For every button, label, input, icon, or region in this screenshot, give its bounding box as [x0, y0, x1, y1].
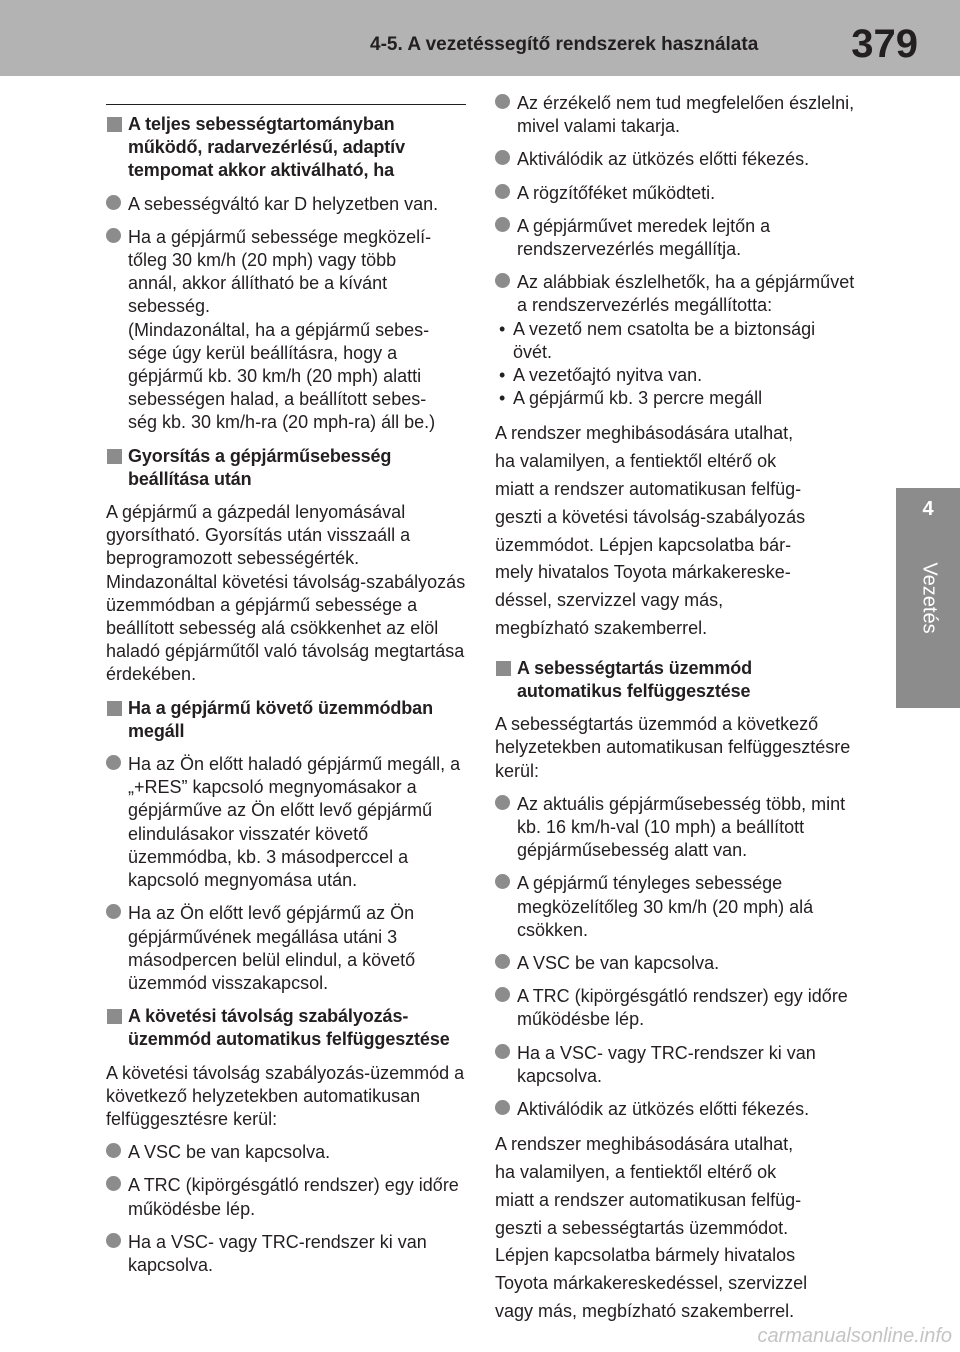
sub-list-item-text: A gépjármű kb. 3 percre megáll	[513, 388, 763, 409]
section-heading	[106, 697, 466, 743]
list-item	[495, 1042, 855, 1088]
circle-bullet-icon	[106, 1143, 121, 1158]
circle-bullet-icon	[106, 1176, 121, 1191]
sub-list	[495, 318, 855, 411]
list-item	[495, 872, 855, 942]
paragraph-line: ha valamilyen, a fentiektől eltérő ok	[495, 1162, 777, 1183]
list-item	[106, 193, 466, 216]
paragraph-line: miatt a rendszer automatikusan felfüg-	[495, 479, 802, 500]
list-item-line: sége úgy kerül beállításra, hogy a	[128, 342, 398, 363]
list-item	[106, 753, 466, 892]
paragraph-line: Lépjen kapcsolatba bármely hivatalos	[495, 1245, 796, 1266]
list-item-text: A TRC (kipörgésgátló rendszer) egy időre működésbe lép.	[128, 1175, 459, 1219]
list-item	[106, 1141, 466, 1164]
list-item-text: Az alábbiak észlelhetők, ha a gépjárművet a rendszervezérlés megállította:	[517, 272, 855, 316]
circle-bullet-icon	[106, 755, 121, 770]
circle-bullet-icon	[495, 150, 510, 165]
square-bullet-icon	[107, 117, 122, 132]
section-heading	[495, 657, 855, 703]
circle-bullet-icon	[495, 273, 510, 288]
dot-marker: •	[499, 318, 506, 339]
section-heading	[106, 1005, 466, 1051]
paragraph-line: déssel, szervizzel vagy más,	[495, 590, 724, 611]
paragraph-line: vagy más, megbízható szakemberrel.	[495, 1301, 795, 1322]
list-item	[106, 902, 466, 995]
circle-bullet-icon	[495, 954, 510, 969]
sub-list-item-text: A vezető nem csatolta be a biztonsági övét.	[513, 318, 816, 362]
paragraph-line: Toyota márkakereskedéssel, szervizzel	[495, 1273, 808, 1294]
list-item	[495, 985, 855, 1031]
list-item-text: A VSC be van kapcsolva.	[517, 953, 720, 974]
paragraph: A követési távolság szabályozás-üzemmód a következő helyzetekben automatikusan felfüggesztésre kerül:	[106, 1062, 465, 1129]
paragraph-line: üzemmódot. Lépjen kapcsolatba bár-	[495, 534, 792, 555]
list-item-text: Ha az Ön előtt haladó gépjármű megáll, a „+RES” kapcsoló megnyomásakor a gépjárműve az Ön előtt levő gépjármű elindulásakor visszatér követő üzemmódba, kb. 3 másodperccel a kapcsoló megnyomása után.	[128, 754, 461, 891]
heading-text: Gyorsítás a gépjárműsebesség beállítása után	[128, 445, 392, 489]
list-item-line: tőleg 30 km/h (20 mph) vagy több	[128, 250, 397, 271]
list-item-line: ség kb. 30 km/h-ra (20 mph-ra) áll be.)	[128, 412, 436, 433]
section-heading	[106, 445, 466, 491]
right-column	[495, 92, 855, 1326]
list-item-text: Ha a VSC- vagy TRC-rendszer ki van kapcsolva.	[128, 1231, 427, 1275]
list-item-text: A gépjármű tényleges sebessége megközelítőleg 30 km/h (20 mph) alá csökken.	[517, 873, 814, 940]
paragraph	[495, 420, 855, 642]
list-item-text: Az érzékelő nem tud megfelelően észlelni, mivel valami takarja.	[517, 93, 855, 137]
list-item-text: Aktiválódik az ütközés előtti fékezés.	[517, 149, 810, 170]
list-item-line: gépjármű kb. 30 km/h (20 mph) alatti	[128, 366, 422, 387]
left-column	[106, 104, 466, 1287]
section-divider	[106, 104, 466, 105]
list-item	[495, 148, 855, 171]
circle-bullet-icon	[106, 904, 121, 919]
paragraph-line: geszti a sebességtartás üzemmódot.	[495, 1217, 789, 1238]
list-item-text: Ha a VSC- vagy TRC-rendszer ki van kapcsolva.	[517, 1042, 816, 1086]
page-number: 379	[851, 22, 918, 66]
dot-marker: •	[499, 388, 506, 409]
circle-bullet-icon	[106, 1233, 121, 1248]
paragraph: A sebességtartás üzemmód a következő helyzetekben automatikusan felfüggesztésre kerül:	[495, 714, 851, 781]
paragraph	[495, 1131, 855, 1326]
circle-bullet-icon	[495, 795, 510, 810]
list-item	[495, 793, 855, 863]
list-item-text: Ha az Ön előtt levő gépjármű az Ön gépjárművének megállása utáni 3 másodpercen belül elindul, a követő üzemmód visszakapcsol.	[128, 903, 416, 993]
list-item	[495, 182, 855, 205]
square-bullet-icon	[107, 1009, 122, 1024]
paragraph-line: ha valamilyen, a fentiektől eltérő ok	[495, 451, 777, 472]
list-item-text: Aktiválódik az ütközés előtti fékezés.	[517, 1099, 810, 1120]
heading-text: A teljes sebességtartományban működő, radarvezérlésű, adaptív tempomat akkor aktiválható, ha	[128, 114, 405, 181]
paragraph-line: A rendszer meghibásodására utalhat,	[495, 1134, 794, 1155]
list-item	[106, 1174, 466, 1220]
section-heading	[106, 113, 466, 183]
list-item-line: annál, akkor állítható be a kívánt	[128, 273, 388, 294]
list-item-text: A TRC (kipörgésgátló rendszer) egy időre működésbe lép.	[517, 986, 848, 1030]
list-item	[106, 1231, 466, 1277]
circle-bullet-icon	[495, 94, 510, 109]
list-item-text: A sebességváltó kar D helyzetben van.	[128, 193, 439, 214]
list-item-line: sebességen halad, a beállított sebes-	[128, 389, 427, 410]
list-item	[106, 226, 466, 435]
sub-list-item	[495, 318, 855, 364]
list-item-text: A VSC be van kapcsolva.	[128, 1142, 331, 1163]
watermark-text: carmanualsonline.info	[757, 1325, 952, 1347]
heading-text: A követési távolság szabályozás-üzemmód automatikus felfüggesztése	[128, 1006, 450, 1050]
chapter-label: Vezetés	[918, 562, 941, 634]
heading-text: A sebességtartás üzemmód automatikus felfüggesztése	[517, 657, 753, 702]
circle-bullet-icon	[495, 184, 510, 199]
paragraph-line: geszti a követési távolság-szabályozás	[495, 506, 806, 527]
square-bullet-icon	[107, 449, 122, 464]
list-item-text: Az aktuális gépjárműsebesség több, mint kb. 16 km/h-val (10 mph) a beállított gépjárműsebesség alatt van.	[517, 793, 846, 861]
circle-bullet-icon	[106, 195, 121, 210]
circle-bullet-icon	[495, 1100, 510, 1115]
sub-list-item	[495, 387, 855, 410]
list-item-text: A rögzítőféket működteti.	[517, 182, 716, 203]
list-item	[495, 1098, 855, 1121]
circle-bullet-icon	[495, 1044, 510, 1059]
chapter-tab	[896, 488, 960, 708]
section-title: 4-5. A vezetéssegítő rendszerek használata	[370, 34, 759, 55]
list-item-line: (Mindazonáltal, ha a gépjármű sebes-	[128, 319, 430, 340]
list-item	[495, 952, 855, 975]
sub-list-item	[495, 364, 855, 387]
circle-bullet-icon	[495, 987, 510, 1002]
list-item	[495, 271, 855, 317]
chapter-number: 4	[922, 498, 934, 520]
sub-list-item-text: A vezetőajtó nyitva van.	[513, 365, 703, 386]
list-item	[495, 92, 855, 138]
circle-bullet-icon	[106, 228, 121, 243]
square-bullet-icon	[107, 701, 122, 716]
circle-bullet-icon	[495, 874, 510, 889]
dot-marker: •	[499, 365, 506, 386]
heading-text: Ha a gépjármű követő üzemmódban megáll	[128, 697, 433, 741]
paragraph-line: A rendszer meghibásodására utalhat,	[495, 423, 794, 444]
header-bar	[0, 0, 960, 76]
list-item-line: Ha a gépjármű sebessége megközelí-	[128, 226, 432, 247]
square-bullet-icon	[496, 661, 511, 676]
circle-bullet-icon	[495, 217, 510, 232]
list-item	[495, 215, 855, 261]
paragraph-line: miatt a rendszer automatikusan felfüg-	[495, 1189, 802, 1210]
paragraph-line: megbízható szakemberrel.	[495, 618, 708, 639]
paragraph-line: mely hivatalos Toyota márkakereske-	[495, 562, 791, 583]
list-item-text: A gépjárművet meredek lejtőn a rendszervezérlés megállítja.	[517, 215, 771, 260]
paragraph: A gépjármű a gázpedál lenyomásával gyorsítható. Gyorsítás után visszaáll a beprogramozott sebességérték. Mindazonáltal követési távolság-szabályozás üzemmódban a gépjármű sebessége a beállított sebesség alá csökkenhet az elöl haladó gépjárműtől való távolság megtartása érdekében.	[106, 502, 466, 685]
list-item-line: sebesség.	[128, 296, 211, 317]
